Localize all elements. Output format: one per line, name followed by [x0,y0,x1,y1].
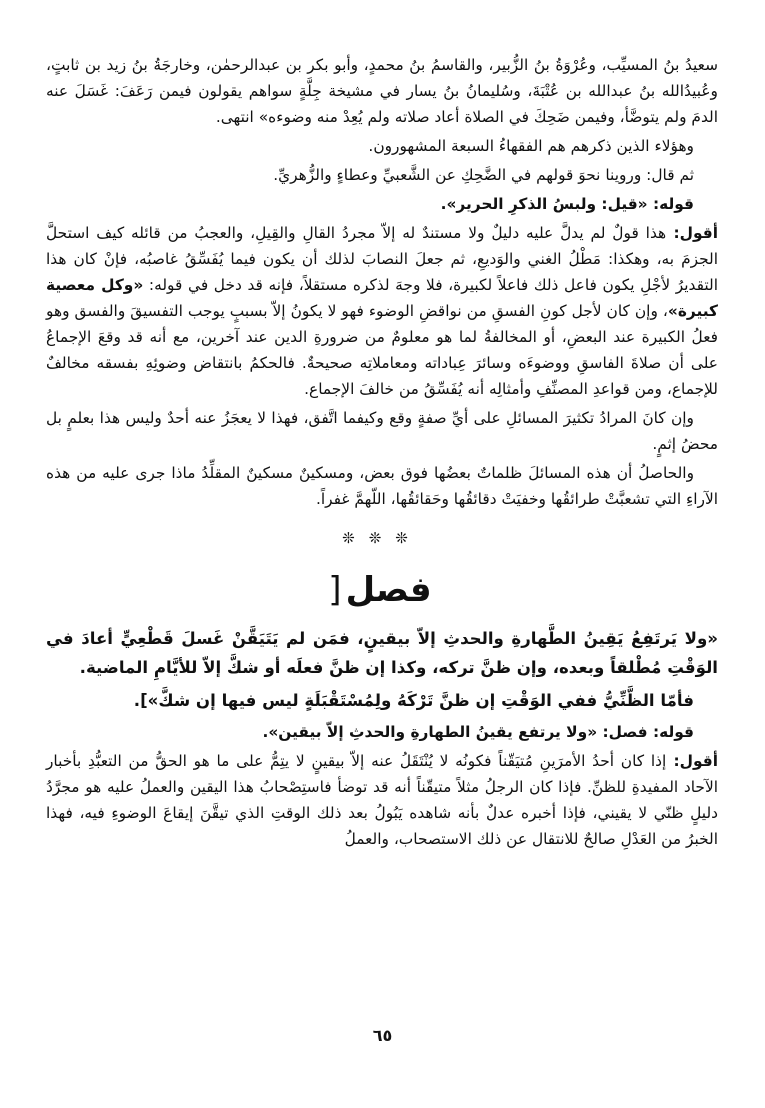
page-number: ٦٥ [372,1026,393,1045]
aqulu-silk [46,220,718,402]
fasl-heading-block [46,562,718,618]
document-page [46,52,718,1082]
qawluhu-silk-quote: «قيل: ولبسُ الذكرِ الحرير». [440,195,648,213]
aqulu-fasl [46,748,718,852]
qawluhu-silk [46,191,718,217]
aqulu-silk-bold-quote: «وكل معصية كبيرة» [46,276,718,320]
qawluhu-label-2: قوله: [647,723,694,741]
matn-paragraph-1: «ولا يَرتَفِعُ يَقِينُ الطَّهارةِ والحدثِ إلاّ بيقينٍ، فمَن لم يَتَيَقَّنْ غَسلَ قَطْعِيٍّ أعادَ في الوَقْتِ مُطْلقاً وبعده، وإن ظنَّ تركه، وكذا إن ظنَّ فعلَه أو شكَّ إلاّ للأيَّامِ الماضية. [46,629,718,677]
aqulu-label-2: أقول: [666,752,718,770]
aqulu-silk-text-1: هذا قولٌ لم يدلَّ عليه دليلٌ ولا مستندٌ له إلاّ مجردُ القالِ والقِيلِ، والعجبُ من قائله كيف استحلَّ الجزمَ به، وهكذا: مَطْلُ الغني والوَديعِ، ثم جعلَ النصابَ لذلك أن يكون فيما يُفَسِّقُ غاصبُه، فإنْ كان هذا التقديرُ لأجْلِ يكون فاعل ذلك فاعلاً لكبيرة، فلا وجهَ لذكره مستقلاً، فإنه قد دخل في قوله: [46,224,718,294]
qawluhu-fasl [46,719,718,745]
fasl-heading: فصل [345,570,432,610]
qawluhu-fasl-text: فصل: «ولا يرتفع يقينُ الطهارةِ والحدثِ إلاّ بيقين». [262,723,648,741]
paragraph-conclusion: والحاصلُ أن هذه المسائلَ ظلماتٌ بعضُها فوق بعض، ومسكينٌ مسكينٌ المقلِّدُ ماذا جرى عليه من هذه الآراءِ التي تشعبَّتْ طرائقُها وخفيَتْ دقائقُها وحَقائقُها، اللّهمَّ غفراً. [46,464,718,508]
aqulu-fasl-text: إذا كان أحدُ الأمرَينِ مُتيَقّناً فكونُه لا يُنْتَقَلُ عنه إلاّ بيقينٍ لا يتِمُّ على ما هو الحقُّ من التعبُّدِ بأخبار الآحاد المفيدةِ للظنِّ. فإذا كان الرجلُ مثلاً متيقّناً أنه قد توضأ فاستِصْحابُ هذا اليقين والعملُ عليه هو مجرَّدُ دليلٍ ظنّي لا يقيني، فإذا أخبره عدلٌ بأنه شاهده يَبُولُ بعد ذلك الوقتِ الذي تيقَّنَ إيقاعَ الوضوءِ فيه، فهذا الخبرُ من العَدْلِ صالحٌ للانتقال عن ذلك الاستصحاب، والعملُ [46,752,718,848]
section-divider-stars: ❊❊❊ [342,529,422,547]
aqulu-label: أقول: [666,224,718,242]
matn-paragraph-2: فأمّا الظَّنِّيُّ ففي الوَقْتِ إن ظنَّ تَرْكَهُ ولِمُسْتَقْبَلَةٍ ليس فيها إن شكَّ»]. [133,691,694,710]
fasl-bracket-icon: [ [328,570,342,610]
paragraph-multiplying-issues: وإن كانَ المرادُ تكثيرَ المسائلِ على أيِّ صفةٍ وقع وكيفما اتَّفق، فهذا لا يعجَزُ عنه أحدٌ وليس هذا بعلمٍ بل محضُ إثمٍ. [46,409,718,453]
aqulu-silk-text-2: ، وإن كان لأجل كونِ الفسقِ من نواقضِ الوضوء فهو لا يكونُ إلاّ بسببٍ يوجب التفسيقَ والفسق وهو فعلُ الكبيرة عند البعضِ، أو المخالفةُ لما هو معلومٌ من ضرورةِ الدين عند آخرين، مع أنه قد وقعَ الإجماعُ على أن صلاةَ الفاسقِ ووضوءَه وسائرَ عِباداته ومعاملاتِه صحيحةٌ. فالحكمُ بانتقاض وضوئِهِ بفسقه مخالفٌ للإجماع، ومن قواعدِ المصنِّفِ وأمثالِه أنه يُفَسِّقُ من خالفَ الإجماع. [46,302,718,398]
qawluhu-label: قوله: [647,195,694,213]
paragraph-seven-jurists: وهؤلاء الذين ذكرهم هم الفقهاءُ السبعة المشهورون. [368,137,694,155]
paragraph-scholars-list: سعيدُ بنُ المسيِّب، وعُرْوَةُ بنُ الزُّبير، والقاسمُ بنُ محمدٍ، وأبو بكر بن عبدالرحمٰن، وخارجَةُ بنُ زيد بن ثابتٍ، وعُبيدُالله بنُ عبدالله بن عُتْبَةَ، وسُليمانُ بنُ يسار في مشيخة جِلَّةٍ سواهم يقولون فيمن رَعَفَ: غَسَلَ عنه الدمَ ولم يتوضَّأ، وفيمن ضَحِكَ في الصلاة أعاد صلاته ولم يُعِدْ منه وضوءه» انتهى. [46,56,718,126]
paragraph-then-said: ثم قال: وروينا نحوَ قولهم في الضَّحِكِ عن الشَّعبيِّ وعطاءٍ والزُّهريِّ. [273,166,694,184]
